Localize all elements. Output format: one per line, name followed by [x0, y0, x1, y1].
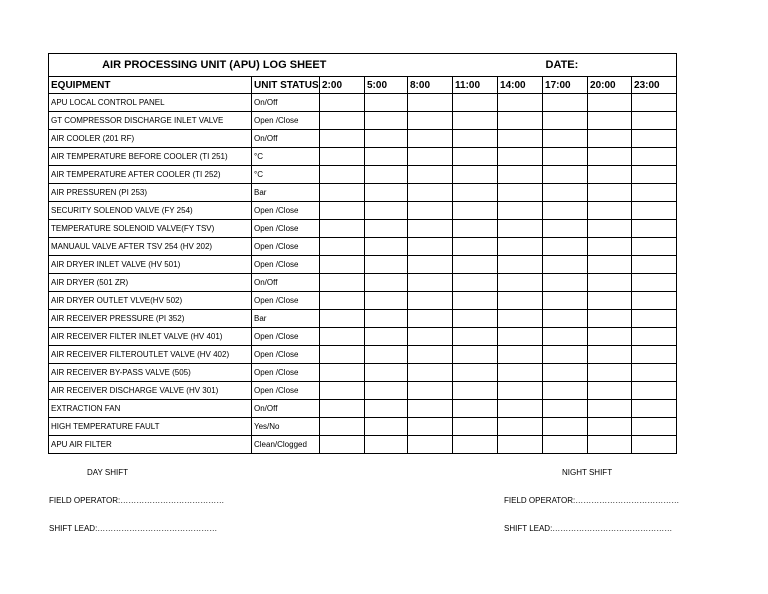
log-entry-cell[interactable] — [543, 256, 588, 274]
log-entry-cell[interactable] — [453, 166, 498, 184]
status-cell: Bar — [252, 310, 320, 328]
log-entry-cell[interactable] — [320, 382, 365, 400]
log-entry-cell[interactable] — [588, 274, 632, 292]
table-row — [49, 130, 677, 148]
log-entry-cell[interactable] — [453, 94, 498, 112]
log-entry-cell[interactable] — [632, 382, 677, 400]
equipment-cell: AIR TEMPERATURE AFTER COOLER (TI 252) — [49, 166, 252, 184]
title-cell — [49, 54, 498, 77]
table-row — [49, 184, 677, 202]
log-entry-cell[interactable] — [408, 310, 453, 328]
equipment-cell: AIR PRESSUREN (PI 253) — [49, 184, 252, 202]
log-entry-cell[interactable] — [453, 202, 498, 220]
log-entry-cell[interactable] — [408, 112, 453, 130]
log-entry-cell[interactable] — [453, 184, 498, 202]
log-entry-cell[interactable] — [320, 112, 365, 130]
log-entry-cell[interactable] — [453, 328, 498, 346]
log-entry-cell[interactable] — [588, 112, 632, 130]
status-cell: Open /Close — [252, 112, 320, 130]
table-row — [49, 202, 677, 220]
log-entry-cell[interactable] — [498, 400, 543, 418]
table-row — [49, 94, 677, 112]
night-shift-label: NIGHT SHIFT — [562, 468, 613, 477]
log-entry-cell[interactable] — [365, 328, 408, 346]
equipment-cell: GT COMPRESSOR DISCHARGE INLET VALVE — [49, 112, 252, 130]
table-row — [49, 292, 677, 310]
header-time: 20:00 — [588, 77, 632, 94]
log-entry-cell[interactable] — [320, 202, 365, 220]
log-entry-cell[interactable] — [365, 418, 408, 436]
equipment-cell: AIR RECEIVER PRESSURE (PI 352) — [49, 310, 252, 328]
header-time: 17:00 — [543, 77, 588, 94]
log-entry-cell[interactable] — [498, 238, 543, 256]
status-cell: Open /Close — [252, 238, 320, 256]
status-cell: On/Off — [252, 94, 320, 112]
log-entry-cell[interactable] — [498, 220, 543, 238]
log-entry-cell[interactable] — [408, 418, 453, 436]
log-entry-cell[interactable] — [498, 148, 543, 166]
log-entry-cell[interactable] — [365, 94, 408, 112]
equipment-cell: AIR RECEIVER FILTEROUTLET VALVE (HV 402) — [49, 346, 252, 364]
log-entry-cell[interactable] — [498, 256, 543, 274]
log-entry-cell[interactable] — [453, 418, 498, 436]
log-entry-cell[interactable] — [498, 202, 543, 220]
date-cell — [498, 54, 677, 77]
log-entry-cell[interactable] — [408, 238, 453, 256]
log-entry-cell[interactable] — [588, 364, 632, 382]
log-entry-cell[interactable] — [365, 220, 408, 238]
equipment-cell: AIR DRYER (501 ZR) — [49, 274, 252, 292]
log-entry-cell[interactable] — [408, 346, 453, 364]
log-entry-cell[interactable] — [632, 112, 677, 130]
log-entry-cell[interactable] — [365, 436, 408, 454]
log-entry-cell[interactable] — [632, 94, 677, 112]
log-entry-cell[interactable] — [498, 364, 543, 382]
log-entry-cell[interactable] — [320, 346, 365, 364]
header-time: 11:00 — [453, 77, 498, 94]
log-entry-cell[interactable] — [408, 400, 453, 418]
header-time: 8:00 — [408, 77, 453, 94]
equipment-cell: HIGH TEMPERATURE FAULT — [49, 418, 252, 436]
log-entry-cell[interactable] — [498, 166, 543, 184]
status-cell: °C — [252, 166, 320, 184]
day-shift-lead: SHIFT LEAD:……………………………………… — [49, 524, 218, 533]
log-entry-cell[interactable] — [365, 346, 408, 364]
status-cell: Open /Close — [252, 382, 320, 400]
log-entry-cell[interactable] — [632, 256, 677, 274]
log-entry-cell[interactable] — [588, 202, 632, 220]
log-entry-cell[interactable] — [320, 310, 365, 328]
status-cell: Open /Close — [252, 364, 320, 382]
log-entry-cell[interactable] — [453, 400, 498, 418]
table-row — [49, 148, 677, 166]
log-entry-cell[interactable] — [632, 346, 677, 364]
log-entry-cell[interactable] — [320, 292, 365, 310]
log-entry-cell[interactable] — [543, 328, 588, 346]
log-entry-cell[interactable] — [588, 436, 632, 454]
table-row — [49, 220, 677, 238]
log-entry-cell[interactable] — [632, 148, 677, 166]
table-row — [49, 364, 677, 382]
log-entry-cell[interactable] — [320, 418, 365, 436]
log-entry-cell[interactable] — [543, 310, 588, 328]
log-entry-cell[interactable] — [632, 220, 677, 238]
equipment-cell: EXTRACTION FAN — [49, 400, 252, 418]
log-entry-cell[interactable] — [408, 436, 453, 454]
log-entry-cell[interactable] — [320, 94, 365, 112]
night-field-operator: FIELD OPERATOR:………………………………… — [504, 496, 680, 505]
log-entry-cell[interactable] — [408, 130, 453, 148]
log-entry-cell[interactable] — [543, 382, 588, 400]
log-entry-cell[interactable] — [365, 238, 408, 256]
log-entry-cell[interactable] — [632, 418, 677, 436]
equipment-cell: MANUAUL VALVE AFTER TSV 254 (HV 202) — [49, 238, 252, 256]
log-entry-cell[interactable] — [408, 382, 453, 400]
status-cell: Open /Close — [252, 220, 320, 238]
log-entry-cell[interactable] — [408, 364, 453, 382]
log-entry-cell[interactable] — [320, 364, 365, 382]
log-entry-cell[interactable] — [632, 292, 677, 310]
log-entry-cell[interactable] — [453, 148, 498, 166]
equipment-cell: APU LOCAL CONTROL PANEL — [49, 94, 252, 112]
table-row — [49, 346, 677, 364]
log-entry-cell[interactable] — [408, 328, 453, 346]
log-entry-cell[interactable] — [453, 292, 498, 310]
log-entry-cell[interactable] — [365, 202, 408, 220]
log-entry-cell[interactable] — [365, 274, 408, 292]
status-cell: Yes/No — [252, 418, 320, 436]
log-entry-cell[interactable] — [632, 364, 677, 382]
log-entry-cell[interactable] — [543, 130, 588, 148]
log-entry-cell[interactable] — [408, 256, 453, 274]
log-entry-cell[interactable] — [453, 382, 498, 400]
log-entry-cell[interactable] — [320, 148, 365, 166]
log-entry-cell[interactable] — [365, 130, 408, 148]
log-entry-cell[interactable] — [365, 256, 408, 274]
log-entry-cell[interactable] — [408, 202, 453, 220]
log-entry-cell[interactable] — [588, 382, 632, 400]
table-row — [49, 310, 677, 328]
log-entry-cell[interactable] — [632, 436, 677, 454]
log-entry-cell[interactable] — [320, 238, 365, 256]
log-entry-cell[interactable] — [365, 112, 408, 130]
header-row — [49, 77, 677, 94]
log-entry-cell[interactable] — [632, 130, 677, 148]
log-entry-cell[interactable] — [632, 274, 677, 292]
log-entry-cell[interactable] — [632, 202, 677, 220]
log-entry-cell[interactable] — [588, 184, 632, 202]
log-entry-cell[interactable] — [498, 274, 543, 292]
table-row — [49, 418, 677, 436]
log-entry-cell[interactable] — [543, 400, 588, 418]
table-row — [49, 256, 677, 274]
header-time: 23:00 — [632, 77, 677, 94]
header-time: 2:00 — [320, 77, 365, 94]
equipment-cell: AIR RECEIVER BY-PASS VALVE (505) — [49, 364, 252, 382]
log-entry-cell[interactable] — [320, 328, 365, 346]
status-cell: Open /Close — [252, 256, 320, 274]
status-cell: Open /Close — [252, 346, 320, 364]
log-entry-cell[interactable] — [543, 148, 588, 166]
log-entry-cell[interactable] — [365, 166, 408, 184]
log-entry-cell[interactable] — [543, 418, 588, 436]
log-entry-cell[interactable] — [498, 436, 543, 454]
status-cell: On/Off — [252, 130, 320, 148]
log-entry-cell[interactable] — [320, 436, 365, 454]
log-entry-cell[interactable] — [365, 292, 408, 310]
log-entry-cell[interactable] — [498, 418, 543, 436]
log-entry-cell[interactable] — [588, 418, 632, 436]
header-time: 5:00 — [365, 77, 408, 94]
log-entry-cell[interactable] — [453, 256, 498, 274]
log-entry-cell[interactable] — [453, 436, 498, 454]
log-entry-cell[interactable] — [365, 382, 408, 400]
log-entry-cell[interactable] — [320, 220, 365, 238]
status-cell: On/Off — [252, 274, 320, 292]
status-cell: Open /Close — [252, 292, 320, 310]
table-row — [49, 400, 677, 418]
log-entry-cell[interactable] — [543, 238, 588, 256]
log-entry-cell[interactable] — [498, 346, 543, 364]
log-entry-cell[interactable] — [543, 166, 588, 184]
title-row — [49, 54, 677, 77]
log-entry-cell[interactable] — [588, 238, 632, 256]
log-entry-cell[interactable] — [543, 364, 588, 382]
log-entry-cell[interactable] — [320, 166, 365, 184]
log-entry-cell[interactable] — [365, 400, 408, 418]
log-entry-cell[interactable] — [632, 238, 677, 256]
log-entry-cell[interactable] — [365, 184, 408, 202]
equipment-cell: AIR DRYER INLET VALVE (HV 501) — [49, 256, 252, 274]
log-entry-cell[interactable] — [320, 130, 365, 148]
log-entry-cell[interactable] — [498, 184, 543, 202]
date-label: DATE: — [545, 59, 579, 71]
log-entry-cell[interactable] — [632, 184, 677, 202]
log-entry-cell[interactable] — [408, 274, 453, 292]
table-row — [49, 436, 677, 454]
table-row — [49, 112, 677, 130]
log-entry-cell[interactable] — [588, 292, 632, 310]
log-entry-cell[interactable] — [498, 112, 543, 130]
log-entry-cell[interactable] — [453, 220, 498, 238]
equipment-cell: AIR RECEIVER FILTER INLET VALVE (HV 401) — [49, 328, 252, 346]
log-sheet-table — [48, 53, 677, 454]
equipment-cell: SECURITY SOLENOD VALVE (FY 254) — [49, 202, 252, 220]
header-time: 14:00 — [498, 77, 543, 94]
sheet-title: AIR PROCESSING UNIT (APU) LOG SHEET — [102, 59, 327, 71]
status-cell: °C — [252, 148, 320, 166]
log-entry-cell[interactable] — [408, 292, 453, 310]
status-cell: On/Off — [252, 400, 320, 418]
log-entry-cell[interactable] — [453, 310, 498, 328]
log-entry-cell[interactable] — [588, 220, 632, 238]
log-entry-cell[interactable] — [632, 400, 677, 418]
log-entry-cell[interactable] — [543, 184, 588, 202]
equipment-cell: AIR DRYER OUTLET VLVE(HV 502) — [49, 292, 252, 310]
log-entry-cell[interactable] — [588, 148, 632, 166]
log-entry-cell[interactable] — [588, 256, 632, 274]
log-entry-cell[interactable] — [588, 346, 632, 364]
table-row — [49, 238, 677, 256]
status-cell: Open /Close — [252, 202, 320, 220]
equipment-cell: TEMPERATURE SOLENOID VALVE(FY TSV) — [49, 220, 252, 238]
log-entry-cell[interactable] — [588, 310, 632, 328]
log-entry-cell[interactable] — [408, 166, 453, 184]
log-entry-cell[interactable] — [543, 346, 588, 364]
day-field-operator: FIELD OPERATOR:………………………………… — [49, 496, 225, 505]
log-entry-cell[interactable] — [498, 94, 543, 112]
log-entry-cell[interactable] — [543, 112, 588, 130]
status-cell: Open /Close — [252, 328, 320, 346]
log-entry-cell[interactable] — [588, 400, 632, 418]
status-cell: Clean/Clogged — [252, 436, 320, 454]
log-entry-cell[interactable] — [543, 292, 588, 310]
log-entry-cell[interactable] — [498, 310, 543, 328]
log-entry-cell[interactable] — [365, 310, 408, 328]
log-entry-cell[interactable] — [320, 184, 365, 202]
log-entry-cell[interactable] — [408, 148, 453, 166]
log-entry-cell[interactable] — [320, 274, 365, 292]
log-entry-cell[interactable] — [408, 220, 453, 238]
log-entry-cell[interactable] — [543, 202, 588, 220]
log-entry-cell[interactable] — [588, 94, 632, 112]
log-entry-cell[interactable] — [498, 130, 543, 148]
equipment-cell: APU AIR FILTER — [49, 436, 252, 454]
equipment-cell: AIR COOLER (201 RF) — [49, 130, 252, 148]
log-entry-cell[interactable] — [453, 346, 498, 364]
log-entry-cell[interactable] — [543, 94, 588, 112]
log-entry-cell[interactable] — [453, 130, 498, 148]
log-entry-cell[interactable] — [588, 166, 632, 184]
log-entry-cell[interactable] — [498, 328, 543, 346]
log-entry-cell[interactable] — [453, 274, 498, 292]
log-entry-cell[interactable] — [632, 328, 677, 346]
log-entry-cell[interactable] — [320, 256, 365, 274]
log-entry-cell[interactable] — [498, 292, 543, 310]
log-entry-cell[interactable] — [408, 184, 453, 202]
night-shift-lead: SHIFT LEAD:……………………………………… — [504, 524, 673, 533]
log-entry-cell[interactable] — [588, 328, 632, 346]
log-entry-cell[interactable] — [365, 364, 408, 382]
log-entry-cell[interactable] — [543, 220, 588, 238]
status-cell: Bar — [252, 184, 320, 202]
log-entry-cell[interactable] — [320, 400, 365, 418]
log-entry-cell[interactable] — [632, 310, 677, 328]
log-entry-cell[interactable] — [453, 112, 498, 130]
header-equipment: EQUIPMENT — [49, 77, 252, 94]
log-entry-cell[interactable] — [543, 436, 588, 454]
table-row — [49, 382, 677, 400]
log-entry-cell[interactable] — [632, 166, 677, 184]
log-entry-cell[interactable] — [365, 148, 408, 166]
log-entry-cell[interactable] — [498, 382, 543, 400]
log-entry-cell[interactable] — [588, 130, 632, 148]
equipment-cell: AIR TEMPERATURE BEFORE COOLER (TI 251) — [49, 148, 252, 166]
log-entry-cell[interactable] — [543, 274, 588, 292]
header-unit-status: UNIT STATUS — [252, 77, 320, 94]
table-row — [49, 166, 677, 184]
log-entry-cell[interactable] — [453, 238, 498, 256]
table-row — [49, 274, 677, 292]
day-shift-label: DAY SHIFT — [87, 468, 129, 477]
equipment-cell: AIR RECEIVER DISCHARGE VALVE (HV 301) — [49, 382, 252, 400]
log-entry-cell[interactable] — [453, 364, 498, 382]
log-entry-cell[interactable] — [408, 94, 453, 112]
table-row — [49, 328, 677, 346]
